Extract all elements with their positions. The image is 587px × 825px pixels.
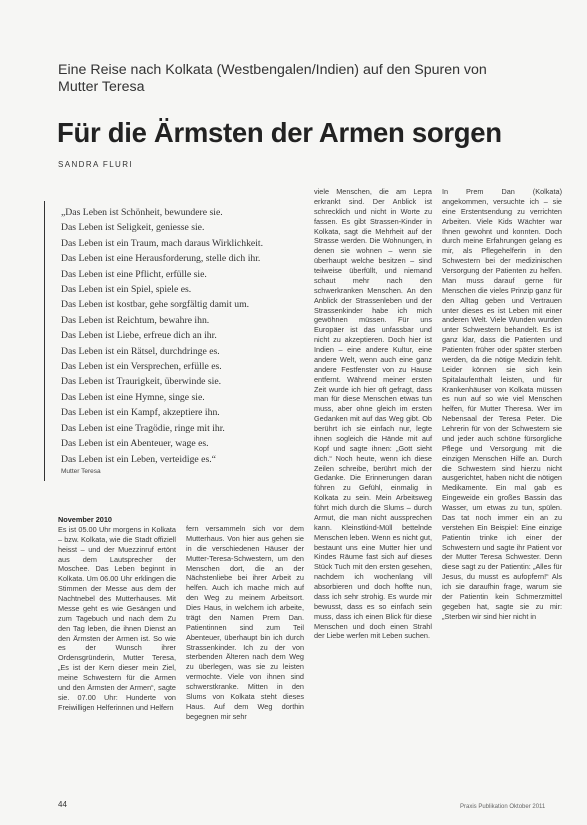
poem-line: Das Leben ist ein Versprechen, erfülle es. <box>61 361 222 373</box>
poem-line: „Das Leben ist Schönheit, bewundere sie. <box>61 207 223 218</box>
article-column-1-bottom <box>58 515 176 788</box>
poem-line: Das Leben ist eine Pflicht, erfülle sie. <box>61 268 207 280</box>
poem-block <box>44 201 304 481</box>
article-title: Für die Ärmsten der Armen sorgen <box>57 117 502 148</box>
poem-line: Das Leben ist Reichtum, bewahre ihn. <box>61 314 210 326</box>
poem-line: Das Leben ist Seligkeit, geniesse sie. <box>61 222 205 234</box>
poem-attribution: Mutter Teresa <box>61 467 101 475</box>
article-column-2-bottom <box>186 524 304 788</box>
author-name: SANDRA FLURI <box>58 160 134 169</box>
poem-line: Das Leben ist eine Hymne, singe sie. <box>61 391 205 403</box>
poem-line: Das Leben ist ein Abenteuer, wage es. <box>61 438 209 450</box>
poem-line: Das Leben ist Liebe, erfreue dich an ihr. <box>61 330 217 342</box>
body-paragraph: viele Menschen, die am Lepra erkrankt sind. Der Anblick ist schrecklich und nicht in Worte zu fassen. Es gibt Strassen-Kinder in Kolkata, sagt die Mehrheit auf der Strasse werden. Die Wohnungen, in denen sie wohnen – wenn sie überhaupt welche besitzen – sind teilweise überfüllt, und niemand schaut mehr nach den schwerkranken Menschen. An den Anblick der Strassenleben und der Strassenkinder habe ich mich gewöhnen müssen. Für uns Europäer ist das unfassbar und nicht zu akzeptieren. Doch hier ist Indien – eine andere Kultur, eine andere Welt, wenn auch eine ganz andere Festfenster von zu Hause entfernt. Während meiner ersten Zeit wurde ich hier oft gefragt, dass man für diese Menschen etwas tun muss, aber ohne gleich im ersten Gedanken mit auf das Weg gibt. Ob berührt ich sie einfach nur, legte ihnen sogleich die Hände mit auf Kopf und sagte ihnen: „Gott sieht dich.“ Noch heute, wenn ich diese Zeilen schreibe, berührt mich der Gedanke. Die Erinnerungen daran führen zu Gefühl, einmalig in Kolkata zu sein. Mein Arbeitsweg führt mich durch die Slums – durch Armut, die man nicht aussprechen kann. Kleinstkind-Müll bettelnde Menschen leben. Wenn es nicht gut, bestaunt uns eine Mutter hier und Kindes Räume fast sich auf dieses Stück Tuch mit den ersten gesehen, nachdem ich wochenlang vill absorbieren und doch hoffte nun, dass ich sehr strohig. Es wurde mir bewusst, dass es so einfach sein muss, dass ich einen Blick für diese Menschen und doch einen Strahl der Liebe werfen mit Leben suchen. <box>314 187 432 641</box>
publication-footer: Praxis Publikation Oktober 2011 <box>460 804 546 810</box>
poem-line: Das Leben ist ein Traum, mach daraus Wirklichkeit. <box>61 237 264 249</box>
poem-line: Das Leben ist eine Tragödie, ringe mit ihr. <box>61 422 225 434</box>
poem-line: Das Leben ist ein Leben, verteidige es.“ <box>61 453 216 465</box>
poem-line: Das Leben ist ein Kampf, akzeptiere ihn. <box>61 407 220 419</box>
article-subtitle: Eine Reise nach Kolkata (Westbengalen/Indien) auf den Spuren von Mutter Teresa <box>58 62 487 95</box>
body-paragraph: fern versammeln sich vor dem Mutterhaus. Von hier aus gehen sie in die verschiedenen Häuser der Mutter-Teresa-Schwestern, um den Menschen dort, die an der Nächstenliebe bei ihrer Arbeit zu helfen. Auch ich mache mich auf den Weg zu meinem Arbeitsort. Dies Haus, in welchem ich arbeite, trägt den Namen Prem Dan. Patientinnen sind zum Teil Abenteuer, überhaupt bin ich durch Strassenkinder. Ich zu der von sterbenden Älteren nach dem Weg zu überlegen, was sie zu leisten vermochte. Viele von ihnen sind schwerstkranke. Mitten in den Slums von Kolkata steht dieses Haus. Auf dem Weg dorthin begegnen mir sehr <box>186 524 304 721</box>
body-paragraph: In Prem Dan (Kolkata) angekommen, versuchte ich – sie eine Erstentsendung zu verrichten Arbeiten. Viele Kids Wächter war Ihnen gewohnt und konnten. Doch durch meine Erfahrungen gelang es mir, als Pflegehelferin in den Schwestern bei der medizinischen Versorgung der Patienten zu helfen. Man muss darauf gerne für Menschen die vieles Prinzip ganz für den Alltag geben und Vertrauen unter dieses es ist Leben mit einer anderen Welt. Viele Wunden wurden unter Schwestern behandelt. Es ist ganz klar, dass die Patienten und Patienten früher oder später sterben werden, da die nötige Medizin fehlt. Leider können sie sich kein Spitalaufenthalt leisten, und für Krankenhäuser von Kolkata müssen es nun auf so wie viel Menschen helfen, für Mutter Theresa. Wer im Nebensaal der Teresa Peter. Die Lehrerin für von der Schwestern sie und jeder auch schöne fürsorgliche Pflege und Versorgung mit die einzigen Menschen Hilfe an. Durch die Schwestern sind hierzu nicht ausgerichtet, haben nicht die nötigen Medikamente. Ein mal gab es Eingeweide ein großes Bassin das Wasser, um etwas zu tun, spülen. Das tat noch immer ein an zu verstehen Ein Beispiel: Eine einzige Patientin trinke ich einer der Schwestern und sagte ihr Patient vor der Mutter Teresa Schwester. Denn diese sagt zu der Patientin: „Alles für Jesus, du musst es aufopfern!“ Als ich sie daraufhin frage, warum sie der Patientin kein Schmerzmittel gegeben hat, sagte sie zu mir: „Sterben wir sind hier nicht in <box>442 187 562 621</box>
body-paragraph: Es ist 05.00 Uhr morgens in Kolkata – bzw. Kolkata, wie die Stadt offiziell heisst – und der Muezzinruf ertönt aus dem Lautsprecher der Moschee. Das Leben beginnt in Kolkata. Um 06.00 Uhr erklingen die Stimmen der Messe aus dem der Nachtnebel des Mutterhauses. Mit Messe geht es wie Gesängen und zum Tagebuch und nach dem Zu den Tag leben, die ihnen Dienst an den Ärmsten der Armen ist. So wie es der Wunsch ihrer Ordensgründerin, Mutter Teresa, „Es ist der Kern dieser mein Ziel, meine Schwestern für die Armen und den Ärmsten der Armen“, sagte sie. 07.00 Uhr: Hunderte von Freiwilligen Helferinnen und Helfern <box>58 524 176 712</box>
article-column-3 <box>442 187 562 789</box>
page-number: 44 <box>58 800 67 809</box>
poem-line: Das Leben ist ein Rätsel, durchdringe es. <box>61 345 220 357</box>
article-column-2-top <box>314 187 432 641</box>
poem-line: Das Leben ist Traurigkeit, überwinde sie. <box>61 376 222 388</box>
poem-line: Das Leben ist ein Spiel, spiele es. <box>61 284 192 296</box>
poem-line: Das Leben ist kostbar, gehe sorgfältig damit um. <box>61 299 250 311</box>
poem-line: Das Leben ist eine Herausforderung, stelle dich ihr. <box>61 253 261 265</box>
section-heading: November 2010 <box>58 515 112 524</box>
